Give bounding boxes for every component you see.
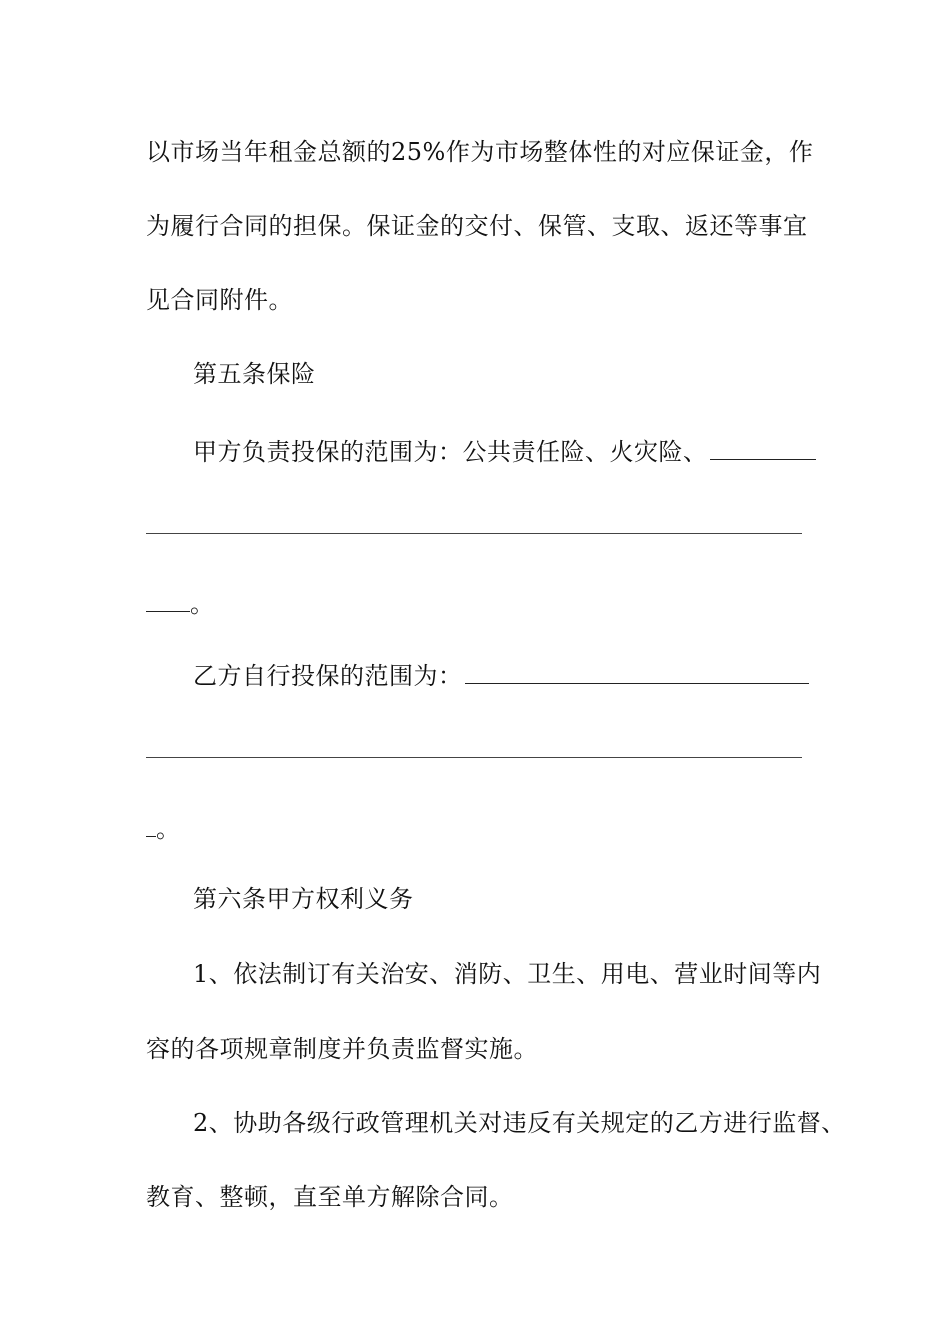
article-6-heading: 第六条甲方权利义务 bbox=[193, 885, 414, 913]
party-b-insurance-end bbox=[146, 813, 181, 845]
fill-in-blank-line bbox=[146, 533, 802, 534]
list-item-1-line: 1、依法制订有关治安、消防、卫生、用电、营业时间等内 bbox=[193, 960, 822, 988]
party-b-insurance-line bbox=[193, 660, 809, 692]
fill-in-blank bbox=[146, 589, 190, 612]
paragraph-line: 见合同附件。 bbox=[146, 286, 293, 314]
paragraph-line: 为履行合同的担保。保证金的交付、保管、支取、返还等事宜 bbox=[146, 212, 808, 240]
fill-in-blank-line bbox=[146, 757, 802, 758]
period-text: 。 bbox=[156, 815, 181, 843]
party-b-insurance-text: 乙方自行投保的范围为： bbox=[193, 662, 463, 690]
party-a-insurance-text: 甲方负责投保的范围为：公共责任险、火灾险、 bbox=[193, 438, 708, 466]
party-a-insurance-line bbox=[193, 436, 816, 468]
fill-in-blank bbox=[465, 661, 809, 684]
paragraph-line: 以市场当年租金总额的25%作为市场整体性的对应保证金，作 bbox=[146, 138, 814, 166]
period-text: 。 bbox=[190, 590, 215, 618]
fill-in-blank bbox=[146, 814, 156, 837]
list-item-2-line: 教育、整顿，直至单方解除合同。 bbox=[146, 1183, 514, 1211]
fill-in-blank bbox=[710, 437, 816, 460]
party-a-insurance-end bbox=[146, 588, 215, 620]
list-item-2-line: 2、协助各级行政管理机关对违反有关规定的乙方进行监督、 bbox=[193, 1109, 846, 1137]
list-item-1-line: 容的各项规章制度并负责监督实施。 bbox=[146, 1035, 538, 1063]
article-5-heading: 第五条保险 bbox=[193, 360, 316, 388]
